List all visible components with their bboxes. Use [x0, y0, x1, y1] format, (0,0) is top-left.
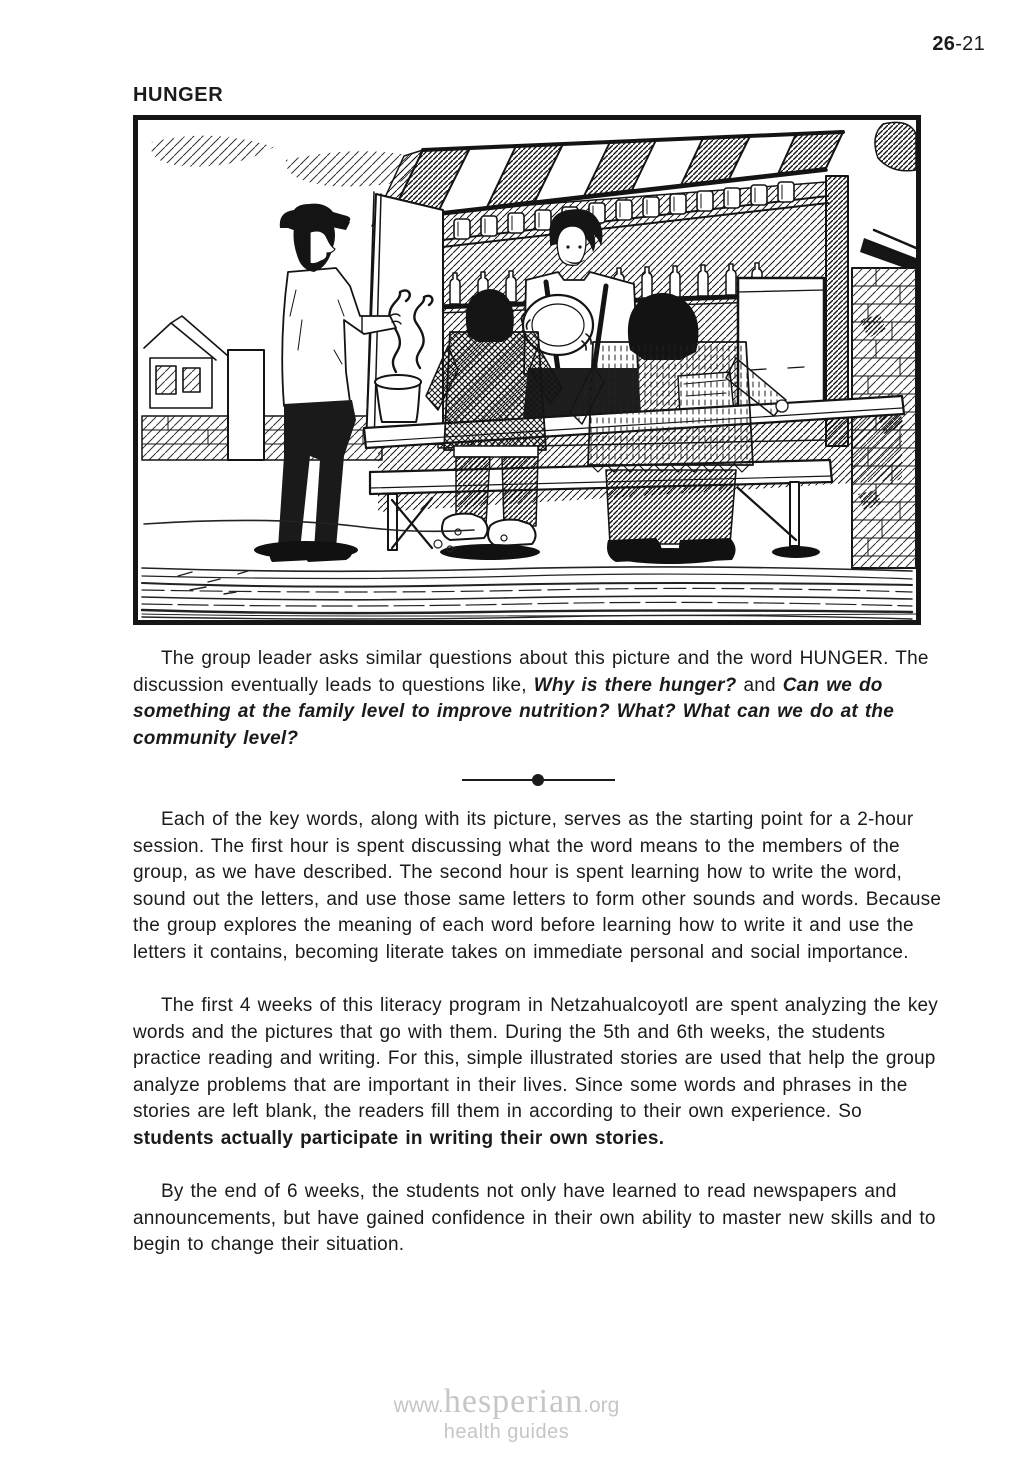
watermark-www: www.: [393, 1394, 444, 1417]
page-title: HUNGER: [133, 84, 224, 106]
article-body: [133, 646, 943, 1286]
section-divider: [462, 779, 615, 781]
watermark-url: [0, 1385, 1013, 1419]
paragraph-3: [133, 993, 943, 1152]
question-why-hunger: Why is there hunger?: [533, 674, 737, 696]
paragraph-3-text: The first 4 weeks of this literacy program in Netzahualcoyotl are spent analyzing the key words and the pictures that go with them. During the 5th and 6th weeks, the students practice reading and writing. For this, simple illustrated stories are used that help the group analyze problems that are important in their lives. Since some words and phrases in the stories are left blank, the readers fill them in according to their own experience. So: [133, 995, 938, 1122]
paragraph-2: [133, 807, 943, 966]
paragraph-4-text: By the end of 6 weeks, the students not only have learned to read newspapers and announcements, but have gained confidence in their own ability to master new skills and to begin to change their situation.: [133, 1181, 936, 1255]
background-house: [144, 316, 228, 408]
paragraph-1: [133, 646, 943, 752]
watermark-brand: hesperian: [443, 1383, 584, 1420]
steaming-pot: [375, 375, 421, 422]
paragraph-1-text: The group leader asks similar questions about this picture and the word HUNGER. The discussion eventually leads to questions like,: [133, 648, 929, 696]
hunger-illustration: [133, 115, 921, 625]
paragraph-1-connector: and: [736, 674, 783, 696]
brick-wall-right: [852, 122, 916, 568]
paragraph-4: [133, 1179, 943, 1259]
paragraph-2-text: Each of the key words, along with its picture, serves as the starting point for a 2-hour session. The first hour is spent discussing what the word means to the members of the group, as we have described. The second hour is spent learning how to write the word, sound out the letters, and use those same letters to form other sounds and words. Because the group explores the meaning of each word before learning how to write it and use the letters it contains, becoming literate takes on immediate personal and social importance.: [133, 809, 942, 963]
emphasis-students-participate: students actually participate in writing their own stories.: [133, 1127, 665, 1149]
page-number: [932, 33, 985, 56]
watermark-org: .org: [583, 1394, 620, 1417]
question-family-level: Can we do something at the family level to improve nutrition? What? What can we do at the community level?: [133, 674, 894, 749]
watermark: [0, 1385, 1013, 1442]
chapter-number: 26: [932, 33, 956, 55]
watermark-tagline: health guides: [443, 1421, 570, 1443]
divider-dot: [532, 774, 544, 786]
page-number-rest: -21: [955, 33, 985, 55]
